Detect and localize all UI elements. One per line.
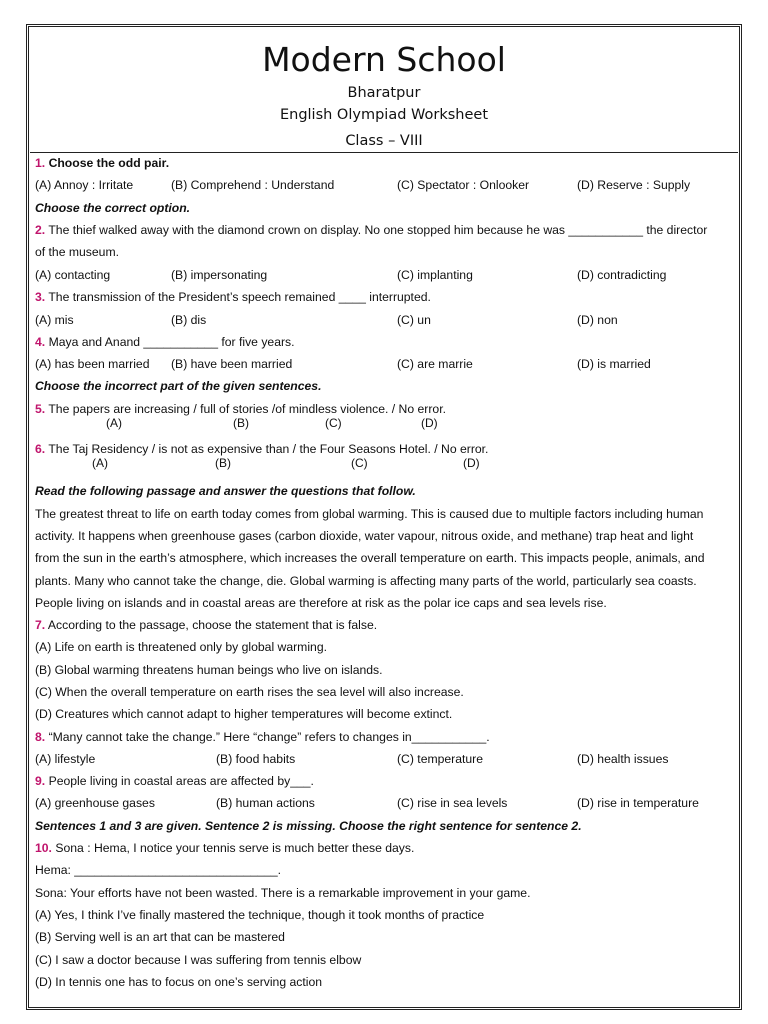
q4-option-c: (C) are marrie: [397, 357, 473, 371]
question-5: 5. The papers are increasing / full of stories /of mindless violence. / No error.: [35, 402, 446, 416]
question-3: 3. The transmission of the President’s speech remained ____ interrupted.: [35, 290, 431, 304]
q4-option-a: (A) has been married: [35, 357, 150, 371]
section-heading-correct-option: Choose the correct option.: [35, 201, 191, 215]
question-4: 4. Maya and Anand ___________ for five years.: [35, 335, 295, 349]
question-8: 8. “Many cannot take the change.” Here “change” refers to changes in___________.: [35, 730, 490, 744]
question-6: 6. The Taj Residency / is not as expensive than / the Four Seasons Hotel. / No error.: [35, 442, 489, 456]
q6-label-a: (A): [92, 456, 108, 470]
q6-label-c: (C): [351, 456, 368, 470]
q5-label-c: (C): [325, 416, 342, 430]
q1-option-d: (D) Reserve : Supply: [577, 178, 691, 192]
passage-line-3: from the sun in the earth’s atmosphere, which increases the overall temperature on earth. This impacts people, animals, and: [35, 551, 705, 565]
q5-label-d: (D): [421, 416, 438, 430]
worksheet-header: [30, 28, 738, 153]
passage-line-1: The greatest threat to life on earth today comes from global warming. This is caused due to multiple factors including human: [35, 507, 704, 521]
q8-option-b: (B) food habits: [216, 752, 296, 766]
q10-option-a: (A) Yes, I think I’ve finally mastered the technique, though it took months of practice: [35, 908, 485, 922]
q2-option-a: (A) contacting: [35, 268, 111, 282]
question-7: 7. According to the passage, choose the statement that is false.: [35, 618, 378, 632]
q3-option-b: (B) dis: [171, 313, 207, 327]
q7-option-b: (B) Global warming threatens human beings who live on islands.: [35, 663, 383, 677]
q4-option-b: (B) have been married: [171, 357, 293, 371]
q9-option-a: (A) greenhouse gases: [35, 796, 155, 810]
q7-option-a: (A) Life on earth is threatened only by global warming.: [35, 640, 327, 654]
passage-line-5: People living on islands and in coastal areas are therefore at risk as the polar ice caps and sea levels rise.: [35, 596, 607, 610]
q9-option-b: (B) human actions: [216, 796, 315, 810]
q10-blank-line: Hema: ______________________________.: [35, 863, 282, 877]
q1-option-b: (B) Comprehend : Understand: [171, 178, 335, 192]
section-heading-missing-sentence: Sentences 1 and 3 are given. Sentence 2 is missing. Choose the right sentence for sentence 2.: [35, 819, 582, 833]
q8-option-d: (D) health issues: [577, 752, 669, 766]
question-9: 9. People living in coastal areas are affected by___.: [35, 774, 314, 788]
q10-option-b: (B) Serving well is an art that can be mastered: [35, 930, 285, 944]
section-heading-incorrect-part: Choose the incorrect part of the given sentences.: [35, 379, 322, 393]
question-2: 2. The thief walked away with the diamond crown on display. No one stopped him because he was ___________ the director: [35, 223, 708, 237]
class-label: Class – VIII: [345, 133, 423, 149]
q3-option-d: (D) non: [577, 313, 618, 327]
q1-option-a: (A) Annoy : Irritate: [35, 178, 134, 192]
q2-option-d: (D) contradicting: [577, 268, 667, 282]
q7-option-d: (D) Creatures which cannot adapt to higher temperatures will become extinct.: [35, 707, 453, 721]
q10-option-c: (C) I saw a doctor because I was suffering from tennis elbow: [35, 953, 362, 967]
q1-option-c: (C) Spectator : Onlooker: [397, 178, 530, 192]
passage-line-4: plants. Many who cannot take the change, die. Global warming is affecting many parts of the world, particularly sea coasts.: [35, 574, 697, 588]
question-10: 10. Sona : Hema, I notice your tennis serve is much better these days.: [35, 841, 415, 855]
q9-option-c: (C) rise in sea levels: [397, 796, 508, 810]
q9-option-d: (D) rise in temperature: [577, 796, 699, 810]
question-1: 1. Choose the odd pair.: [35, 156, 170, 170]
q10-sentence-3: Sona: Your efforts have not been wasted. There is a remarkable improvement in your game.: [35, 886, 531, 900]
q2-option-b: (B) impersonating: [171, 268, 268, 282]
q8-option-c: (C) temperature: [397, 752, 484, 766]
school-name: Modern School: [262, 40, 506, 79]
q2-option-c: (C) implanting: [397, 268, 473, 282]
q7-option-c: (C) When the overall temperature on earth rises the sea level will also increase.: [35, 685, 464, 699]
q6-label-b: (B): [215, 456, 231, 470]
q6-label-d: (D): [463, 456, 480, 470]
q8-option-a: (A) lifestyle: [35, 752, 96, 766]
section-heading-passage: Read the following passage and answer the questions that follow.: [35, 484, 416, 498]
question-2-continued: of the museum.: [35, 245, 119, 259]
q4-option-d: (D) is married: [577, 357, 651, 371]
q3-option-c: (C) un: [397, 313, 431, 327]
passage-line-2: activity. It happens when greenhouse gases (carbon dioxide, water vapour, nitrous oxide, and methane) trap heat and light: [35, 529, 694, 543]
school-city: Bharatpur: [347, 85, 421, 101]
q5-label-a: (A): [106, 416, 122, 430]
q5-label-b: (B): [233, 416, 249, 430]
q3-option-a: (A) mis: [35, 313, 74, 327]
worksheet-title: English Olympiad Worksheet: [279, 107, 489, 123]
q10-option-d: (D) In tennis one has to focus on one’s serving action: [35, 975, 323, 989]
